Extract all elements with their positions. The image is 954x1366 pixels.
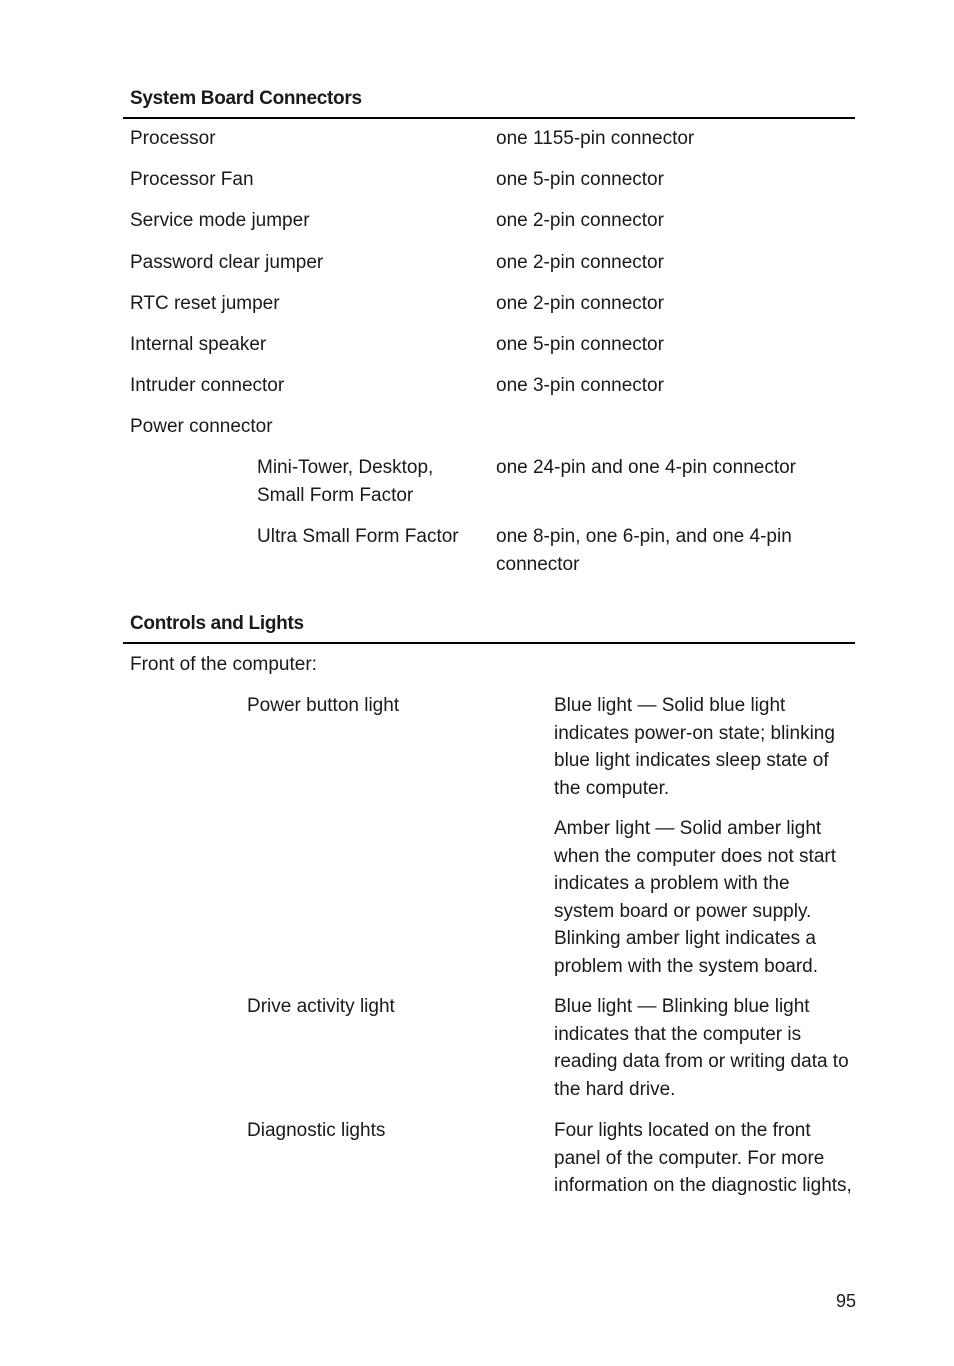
section-title-controls-lights: Controls and Lights (130, 613, 304, 634)
spec-subvalue-mini-tower (496, 454, 796, 482)
controls-intro: Front of the computer: (130, 654, 317, 675)
spec-label-service-mode-jumper: Service mode jumper (130, 210, 310, 231)
spec-sublabel-line: Mini-Tower, Desktop, (257, 457, 434, 478)
control-desc-line: the hard drive. (554, 1078, 676, 1100)
control-desc-line: Blue light — Solid blue light (554, 695, 786, 716)
spec-value-service-mode-jumper: one 2-pin connector (496, 210, 664, 231)
section-title-system-board: System Board Connectors (130, 88, 362, 109)
spec-subvalue-line: one 8-pin, one 6-pin, and one 4-pin (496, 526, 792, 547)
spec-value-password-clear-jumper: one 2-pin connector (496, 252, 664, 273)
section-rule (123, 642, 855, 644)
control-desc-line: Four lights located on the front (554, 1120, 811, 1141)
control-desc-drive-activity (554, 993, 849, 1103)
control-desc-line: system board or power supply. (554, 900, 812, 922)
control-desc-line: information on the diagnostic lights, (554, 1175, 852, 1196)
control-desc-power-blue (554, 692, 835, 802)
control-desc-line: Blinking amber light indicates a (554, 928, 816, 949)
spec-value-rtc-reset-jumper: one 2-pin connector (496, 293, 664, 314)
spec-sublabel-mini-tower (257, 454, 433, 509)
control-label-drive-activity-light: Drive activity light (247, 996, 395, 1017)
spec-label-password-clear-jumper: Password clear jumper (130, 252, 324, 273)
spec-label-processor: Processor (130, 128, 216, 149)
control-desc-line: Amber light — Solid amber light (554, 818, 822, 839)
spec-subvalue-ultra-small (496, 523, 792, 578)
spec-sublabel-line: Small Form Factor (257, 484, 414, 506)
spec-sublabel-line: Ultra Small Form Factor (257, 526, 459, 547)
spec-label-rtc-reset-jumper: RTC reset jumper (130, 293, 280, 314)
spec-sublabel-ultra-small (257, 523, 459, 551)
control-desc-line: Blue light — Blinking blue light (554, 996, 810, 1017)
control-desc-line: the computer. (554, 777, 670, 799)
spec-label-processor-fan: Processor Fan (130, 169, 254, 190)
spec-value-internal-speaker: one 5-pin connector (496, 334, 664, 355)
spec-label-intruder-connector: Intruder connector (130, 375, 285, 396)
control-label-power-button-light: Power button light (247, 695, 400, 716)
control-desc-line: problem with the system board. (554, 955, 819, 977)
control-desc-line: indicates power-on state; blinking (554, 722, 835, 744)
control-desc-line: when the computer does not start (554, 845, 836, 867)
control-desc-line: indicates a problem with the (554, 873, 790, 894)
control-label-diagnostic-lights: Diagnostic lights (247, 1120, 386, 1141)
control-desc-diagnostic-lights (554, 1117, 852, 1200)
page-number: 95 (835, 1291, 856, 1311)
control-desc-line: blue light indicates sleep state of (554, 750, 829, 771)
spec-label-power-connector: Power connector (130, 416, 273, 437)
spec-value-processor: one 1155-pin connector (496, 128, 695, 149)
control-desc-line: indicates that the computer is (554, 1023, 802, 1045)
control-desc-power-amber (554, 815, 836, 980)
control-desc-line: reading data from or writing data to (554, 1051, 849, 1072)
spec-subvalue-line: connector (496, 553, 580, 575)
spec-subvalue-line: one 24-pin and one 4-pin connector (496, 457, 797, 478)
section-rule (123, 117, 855, 119)
spec-label-internal-speaker: Internal speaker (130, 334, 267, 355)
spec-value-processor-fan: one 5-pin connector (496, 169, 664, 190)
control-desc-line: panel of the computer. For more (554, 1147, 825, 1169)
spec-value-intruder-connector: one 3-pin connector (496, 375, 664, 396)
